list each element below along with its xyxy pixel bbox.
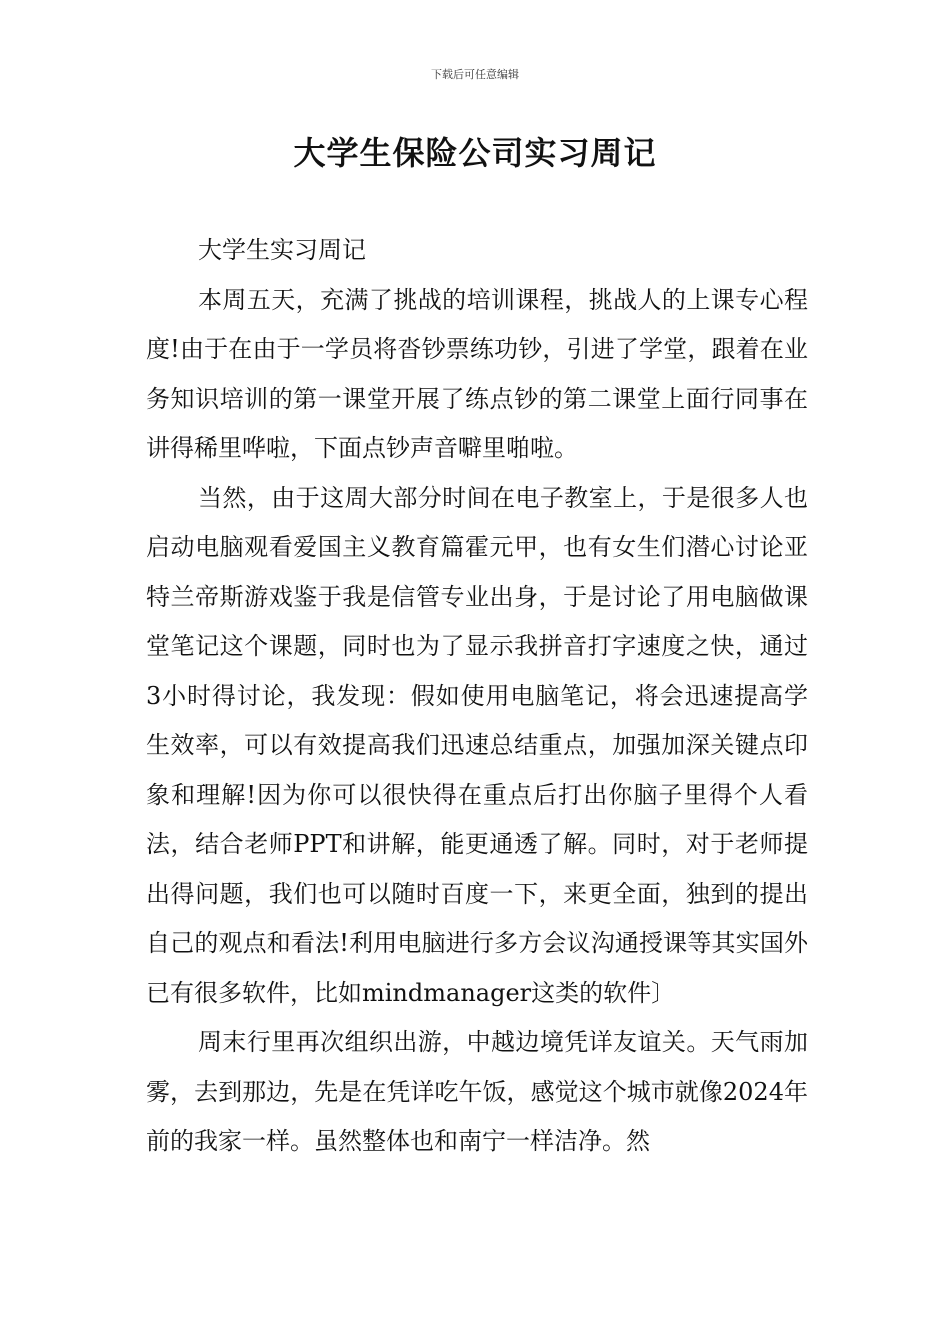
paragraph: 本周五天，充满了挑战的培训课程，挑战人的上课专心程度!由于在由于一学员将沓钞票练功钞，引进了学堂，跟着在业务知识培训的第一课堂开展了练点钞的第二课堂上面行同事在讲得稀里哗啦，下面点钞声音噼里啪啦。 xyxy=(146,285,808,462)
paragraph: 周末行里再次组织出游，中越边境凭详友谊关。天气雨加雾，去到那边，先是在凭详吃午饭，感觉这个城市就像2024年前的我家一样。虽然整体也和南宁一样洁净。然 xyxy=(146,1028,808,1155)
paragraph-subtitle: 大学生实习周记 xyxy=(198,236,366,264)
header-note: 下载后可任意编辑 xyxy=(431,68,519,81)
document-body xyxy=(146,226,808,1167)
paragraph: 当然，由于这周大部分时间在电子教室上，于是很多人也启动电脑观看爱国主义教育篇霍元甲，也有女生们潜心讨论亚特兰帝斯游戏鉴于我是信管专业出身，于是讨论了用电脑做课堂笔记这个课题，同时也为了显示我拼音打字速度之快，通过3小时得讨论，我发现：假如使用电脑笔记，将会迅速提高学生效率，可以有效提高我们迅速总结重点，加强加深关键点印象和理解!因为你可以很快得在重点后打出你脑子里得个人看法，结合老师PPT和讲解，能更通透了解。同时，对于老师提出得问题，我们也可以随时百度一下，来更全面，独到的提出自己的观点和看法!利用电脑进行多方会议沟通授课等其实国外已有很多软件，比如mindmanager这类的软件〕 xyxy=(146,483,808,1007)
page-title: 大学生保险公司实习周记 xyxy=(293,134,657,172)
